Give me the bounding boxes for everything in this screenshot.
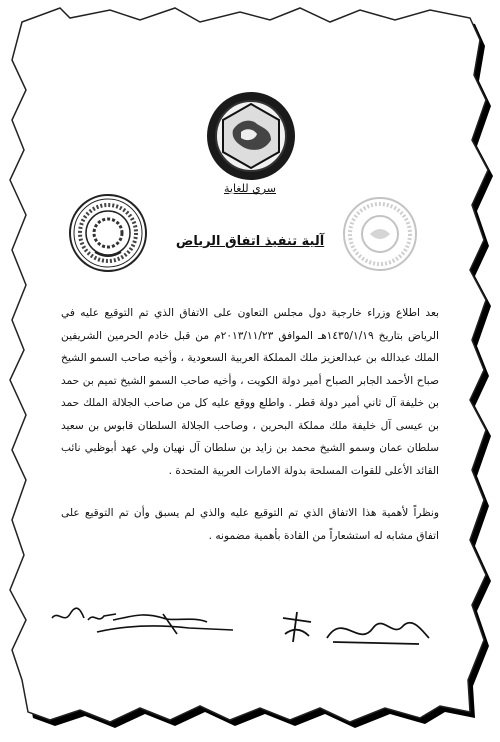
faded-stamp-icon (340, 194, 420, 274)
secrecy-label: سري للغاية (223, 182, 276, 195)
paragraph-1: بعد اطلاع وزراء خارجية دول مجلس التعاون على الاتفاق الذي تم التوقيع عليه في الرياض بتاريخ ١٤٣٥/١/١٩هـ الموافق ٢٠١٣/١١/٢٣م من قبل خادم الحرمين الشريفين الملك عبدالله بن عبدالعزيز ملك المملكة العربية السعودية ، وأخيه صاحب السمو الشيخ صباح الأحمد الجابر الصباح أمير دولة الكويت ، وأخيه صاحب السمو الشيخ تميم بن حمد بن خليفة آل ثاني أمير دولة قطر . واطلع ووقع عليه كل من صاحب الجلالة الملك حمد بن عيسى آل خليفة ملك مملكة البحرين ، وصاحب الجلالة السلطان قابوس بن سعيد سلطان عمان وسمو الشيخ محمد بن زايد بن سلطان آل نهيان ولي عهد أبوظبي نائب القائد الأعلى للقوات المسلحة بدولة الامارات العربية المتحدة . (61, 307, 439, 477)
signature-4 (323, 608, 433, 648)
signature-2 (93, 606, 243, 646)
gcc-emblem-icon (205, 90, 297, 182)
document-page (55, 70, 445, 670)
round-stamp-icon (67, 192, 149, 274)
paragraph-2: ونظراً لأهمية هذا الاتفاق الذي تم التوقيع عليه والذي لم يسبق وأن تم التوقيع على اتفاق مشابه له استشعاراً من القادة بأهمية مضمونه . (61, 507, 439, 542)
document-title: آلية تنفيذ اتفاق الرياض (175, 234, 325, 249)
document-body (61, 302, 439, 547)
signature-3 (277, 608, 317, 648)
